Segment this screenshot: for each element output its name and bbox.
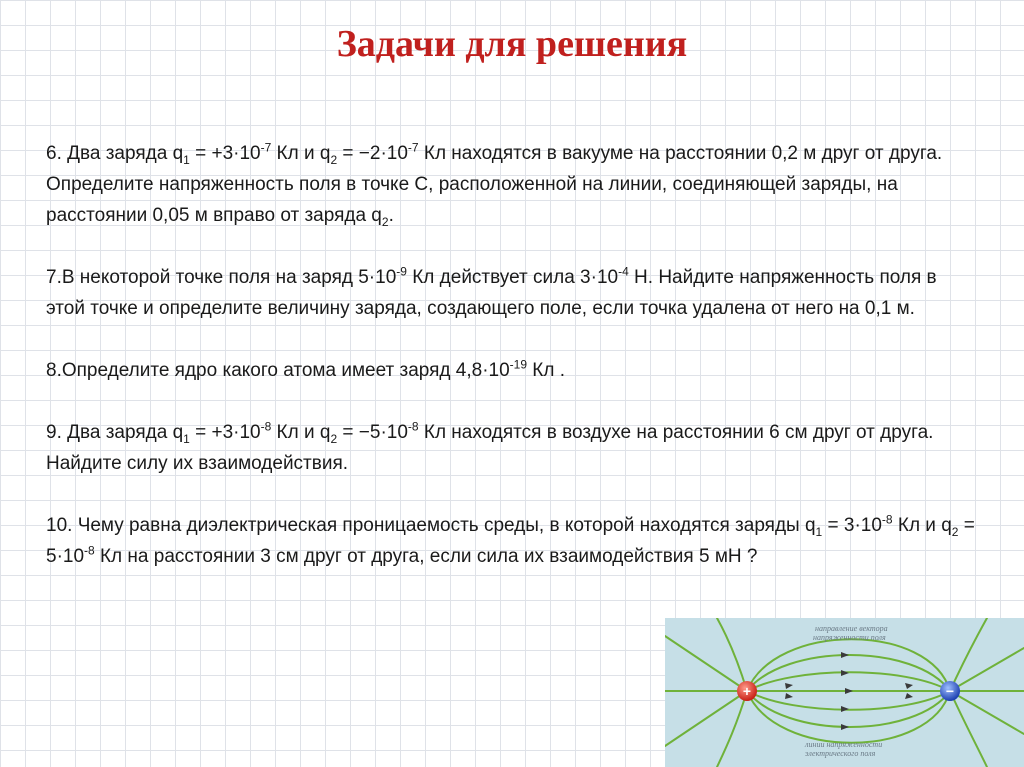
problem-9-sup: -8: [407, 419, 419, 434]
field-lines-figure: [665, 618, 1024, 767]
problem-10-text: = 5·10: [46, 515, 975, 567]
problem-10-text: 10. Чему равна диэлектрическая проницаемость среды, в которой находятся заряды q: [46, 515, 816, 536]
problem-10-sup: -8: [881, 512, 893, 527]
problem-7-text: Кл действует сила 3·10: [406, 267, 619, 288]
problem-9-text: Кл и q: [271, 422, 331, 443]
arrow-icon: [841, 706, 849, 712]
problem-7: [46, 262, 976, 324]
problem-6-sup: -7: [260, 140, 272, 155]
problem-10-text: Кл и q: [892, 515, 952, 536]
field-line: [747, 691, 950, 743]
field-line: [747, 672, 950, 691]
problem-9-sub: 2: [330, 431, 338, 446]
problem-6: [46, 138, 976, 231]
problem-10-text: Кл на расстоянии 3 см друг от друга, если сила их взаимодействия 5 мН ?: [94, 546, 758, 567]
field-line-outer: [665, 636, 747, 691]
problem-7-text: Н. Найдите напряженность поля в этой точке и определите величину заряда, создающего поле, если точка удалена от него на 0,1 м.: [46, 267, 937, 319]
problem-8: [46, 355, 976, 386]
problem-6-sub: 2: [381, 214, 389, 229]
problem-9-text: 9. Два заряда q: [46, 422, 184, 443]
problem-6-text: 6. Два заряда q: [46, 143, 184, 164]
problem-10-sup: -8: [84, 543, 95, 558]
problem-10-sub: 2: [951, 524, 959, 539]
problem-9-text: = +3·10: [189, 422, 261, 443]
problem-6-text: Кл и q: [271, 143, 331, 164]
problem-6-text: = +3·10: [189, 143, 261, 164]
problem-10-text: = 3·10: [822, 515, 882, 536]
problem-6-sup: -7: [407, 140, 419, 155]
arrow-icon: [785, 693, 793, 699]
negative-sign: −: [945, 683, 955, 699]
arrow-icon: [905, 683, 913, 689]
caption-top-line2: напряженности поля: [813, 633, 886, 642]
problem-6-text: .: [388, 205, 394, 226]
problem-6-sub: 1: [183, 152, 190, 167]
arrow-icon: [785, 683, 793, 689]
caption-bottom-line2: электрического поля: [805, 749, 876, 758]
problem-7-sup: -4: [618, 264, 629, 279]
problem-6-text: Кл находятся в вакууме на расстоянии 0,2 м друг от друга. Определите напряженность поля в точке С, расположенной на линии, соединяющей заряды, на расстоянии 0,05 м вправо от заряда q: [46, 143, 943, 226]
problem-9-text: = −5·10: [337, 422, 408, 443]
positive-sign: +: [742, 683, 752, 699]
problem-8-sup: -19: [509, 357, 527, 372]
slide-title: Задачи для решения: [336, 23, 688, 65]
arrow-icon: [845, 688, 853, 694]
caption-top-line1: направление вектора: [815, 624, 888, 633]
arrow-icon: [841, 724, 849, 730]
arrow-icon: [905, 693, 913, 699]
arrow-icon: [841, 652, 849, 658]
problem-7-sup: -9: [396, 264, 407, 279]
problem-9-sub: 1: [183, 431, 190, 446]
problem-9-text: Кл находятся в воздухе на расстоянии 6 см друг от друга. Найдите силу их взаимодействия.: [46, 422, 934, 474]
field-line-outer: [717, 691, 747, 767]
problem-7-text: 7.В некоторой точке поля на заряд 5·10: [46, 267, 397, 288]
problem-8-text: Кл .: [527, 360, 565, 381]
field-lines-diagram: [665, 618, 1024, 767]
field-line: [747, 691, 950, 710]
problem-9-sup: -8: [260, 419, 272, 434]
field-line: [747, 639, 950, 691]
caption-bottom-line1: линии напряженности: [805, 740, 883, 749]
problem-10: [46, 510, 976, 572]
problem-list: [46, 138, 976, 572]
problem-6-sub: 2: [330, 152, 338, 167]
field-line-outer: [665, 691, 747, 746]
problem-9: [46, 417, 976, 479]
problem-6-text: = −2·10: [337, 143, 408, 164]
problem-10-sub: 1: [815, 524, 823, 539]
problem-8-text: 8.Определите ядро какого атома имеет заряд 4,8·10: [46, 360, 510, 381]
arrow-icon: [841, 670, 849, 676]
